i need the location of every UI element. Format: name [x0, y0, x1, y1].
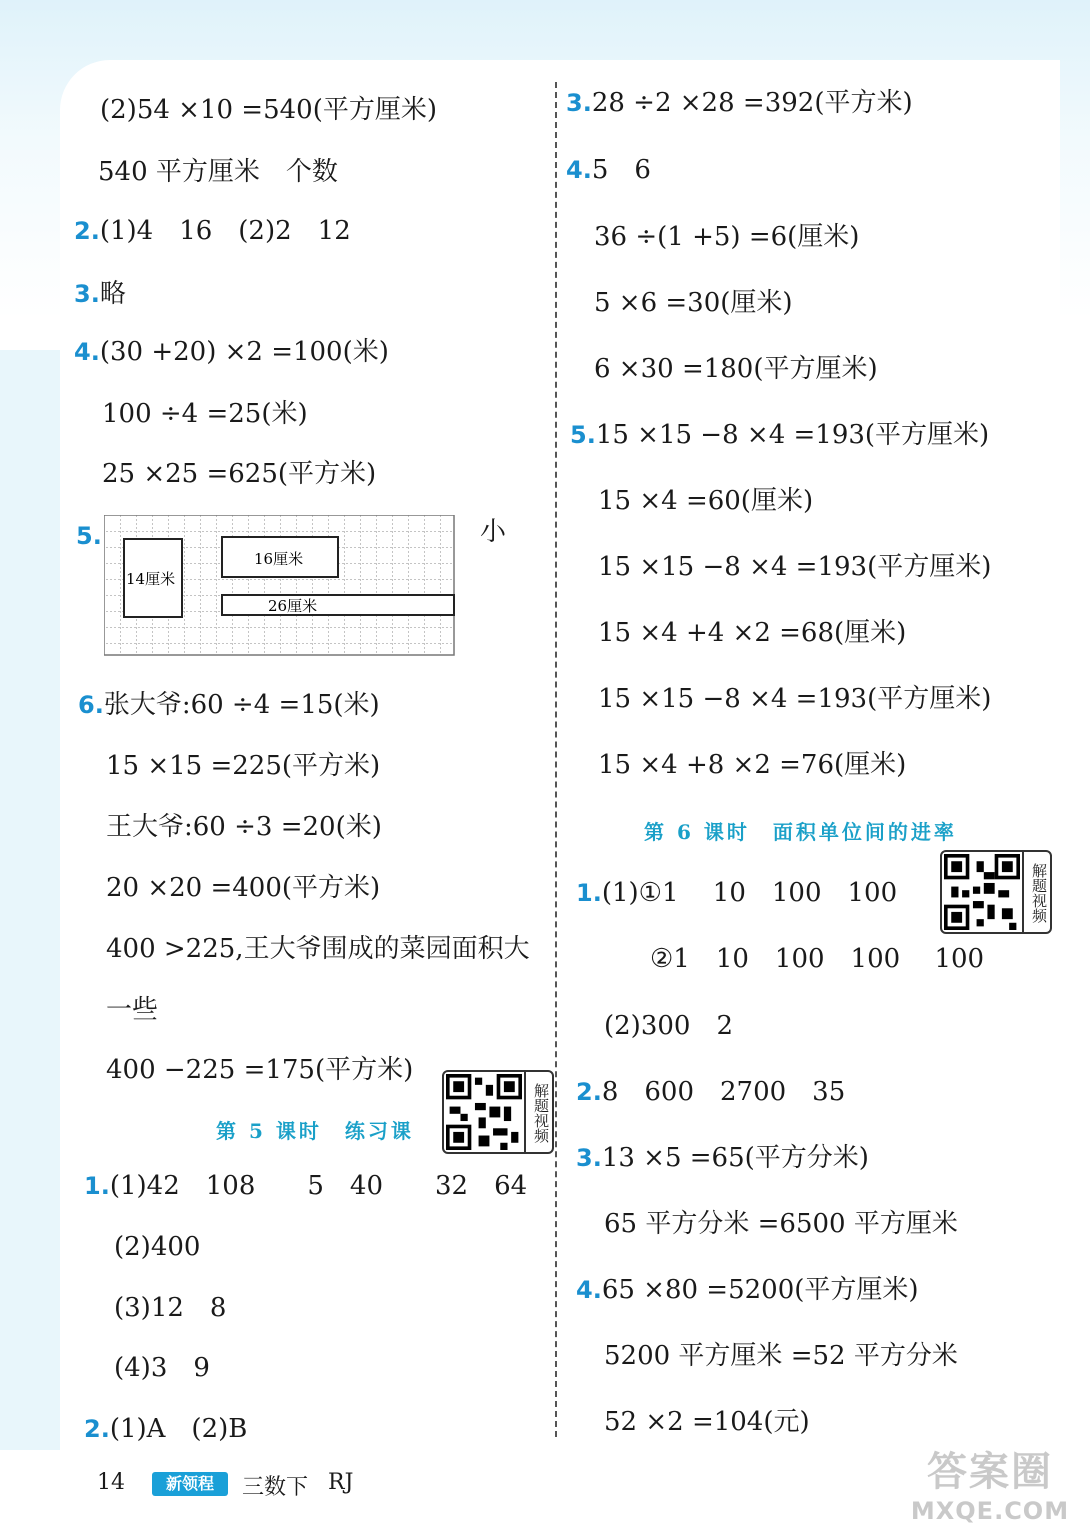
question-number: 3.: [74, 280, 100, 308]
label-b: 16厘米: [254, 550, 304, 568]
answer-line: 540 平方厘米 个数: [98, 157, 338, 187]
answer-line: 15 ×15 −8 ×4 =193(平方厘米): [598, 684, 992, 714]
qr-code-icon: [944, 854, 1020, 930]
answer-line: 2.(1)A (2)B: [84, 1414, 248, 1444]
answer-line: 15 ×15 −8 ×4 =193(平方厘米): [598, 552, 992, 582]
question-number: 4.: [566, 156, 592, 184]
answer-line: (3)12 8: [114, 1293, 227, 1323]
question-number: 1.: [576, 879, 602, 907]
qr-label: 解题视频: [524, 1072, 550, 1152]
answer-line: (2)400: [114, 1232, 201, 1262]
answer-line: (2)300 2: [604, 1011, 733, 1041]
answer-line: 5.15 ×15 −8 ×4 =193(平方厘米): [570, 420, 990, 450]
qr-code-icon: [446, 1074, 522, 1150]
question-number: 2.: [576, 1078, 602, 1106]
column-divider: [555, 82, 557, 1437]
answer-line: 15 ×4 =60(厘米): [598, 486, 814, 516]
answer-line: 一些: [106, 995, 159, 1025]
answer-line: 2.8 600 2700 35: [576, 1077, 846, 1107]
question-number: 1.: [84, 1172, 110, 1200]
answer-line: 15 ×15 =225(平方米): [106, 751, 381, 781]
answer-line: 3.略: [74, 279, 126, 309]
answer-line: 4.5 6: [566, 155, 651, 185]
edition-label: RJ: [328, 1470, 354, 1495]
answer-line: 1.(1)42 108 5 40 32 64: [84, 1171, 528, 1201]
brand-badge: 新领程: [152, 1472, 228, 1496]
answer-line: 15 ×4 +4 ×2 =68(厘米): [598, 618, 907, 648]
answer-line: 2.(1)4 16 (2)2 12: [74, 216, 351, 246]
watermark: [900, 1440, 1080, 1530]
answer-line: 100 ÷4 =25(米): [102, 399, 308, 429]
answer-line: (4)3 9: [114, 1353, 210, 1383]
answer-line: [76, 519, 102, 553]
answer-line: 3.13 ×5 =65(平方分米): [576, 1143, 869, 1173]
answer-line: 5200 平方厘米 =52 平方分米: [604, 1341, 958, 1371]
video-qr-code[interactable]: [940, 850, 1052, 934]
grade-label: 三数下: [242, 1475, 309, 1500]
question-number: 5.: [570, 421, 596, 449]
answer-line: 6.张大爷:60 ÷4 =15(米): [78, 690, 380, 720]
question-number: 2.: [84, 1415, 110, 1443]
left-margin-band: [0, 350, 62, 1450]
watermark-url: MXQE.COM: [910, 1497, 1070, 1525]
question-number: 3.: [566, 89, 592, 117]
answer-line: 3.28 ÷2 ×28 =392(平方米): [566, 88, 913, 118]
answer-line: 6 ×30 =180(平方厘米): [594, 354, 878, 384]
page-number: 14: [97, 1470, 125, 1495]
grid-figure: [104, 515, 456, 657]
question-number: 4.: [74, 338, 100, 366]
answer-line: 1.(1)①1 10 100 100: [576, 878, 898, 908]
watermark-title: 答案圈: [927, 1449, 1053, 1495]
answer-line: 400 >225,王大爷围成的菜园面积大: [106, 934, 530, 964]
answer-line: 65 平方分米 =6500 平方厘米: [604, 1209, 958, 1239]
question-number: 2.: [74, 217, 100, 245]
label-c: 26厘米: [268, 597, 318, 615]
qr-label: 解题视频: [1022, 852, 1048, 932]
answer-line: 5 ×6 =30(厘米): [594, 288, 793, 318]
answer-line: 400 −225 =175(平方米): [106, 1055, 414, 1085]
lesson-6-heading: 第 6 课时 面积单位间的进率: [644, 820, 957, 844]
lesson-5-heading: 第 5 课时 练习课: [216, 1119, 414, 1143]
question-number: 6.: [78, 691, 104, 719]
answer-line: 20 ×20 =400(平方米): [106, 873, 381, 903]
answer-line: 4.(30 +20) ×2 =100(米): [74, 337, 389, 367]
answer-line: (2)54 ×10 =540(平方厘米): [100, 95, 438, 125]
question-number: 4.: [576, 1276, 602, 1304]
question-number: 3.: [576, 1144, 602, 1172]
rectangle-c: [222, 595, 454, 615]
answer-line: 王大爷:60 ÷3 =20(米): [106, 812, 382, 842]
answer-line: ②1 10 100 100 100: [650, 944, 985, 974]
video-qr-code[interactable]: [442, 1070, 554, 1154]
label-a: 14厘米: [126, 570, 176, 588]
question-number: 5.: [76, 522, 102, 550]
answer-line: 小: [480, 517, 507, 547]
answer-line: 36 ÷(1 +5) =6(厘米): [594, 222, 860, 252]
answer-line: 4.65 ×80 =5200(平方厘米): [576, 1275, 919, 1305]
answer-line: 25 ×25 =625(平方米): [102, 459, 377, 489]
answer-line: 15 ×4 +8 ×2 =76(厘米): [598, 750, 907, 780]
answer-line: 52 ×2 =104(元): [604, 1407, 810, 1437]
